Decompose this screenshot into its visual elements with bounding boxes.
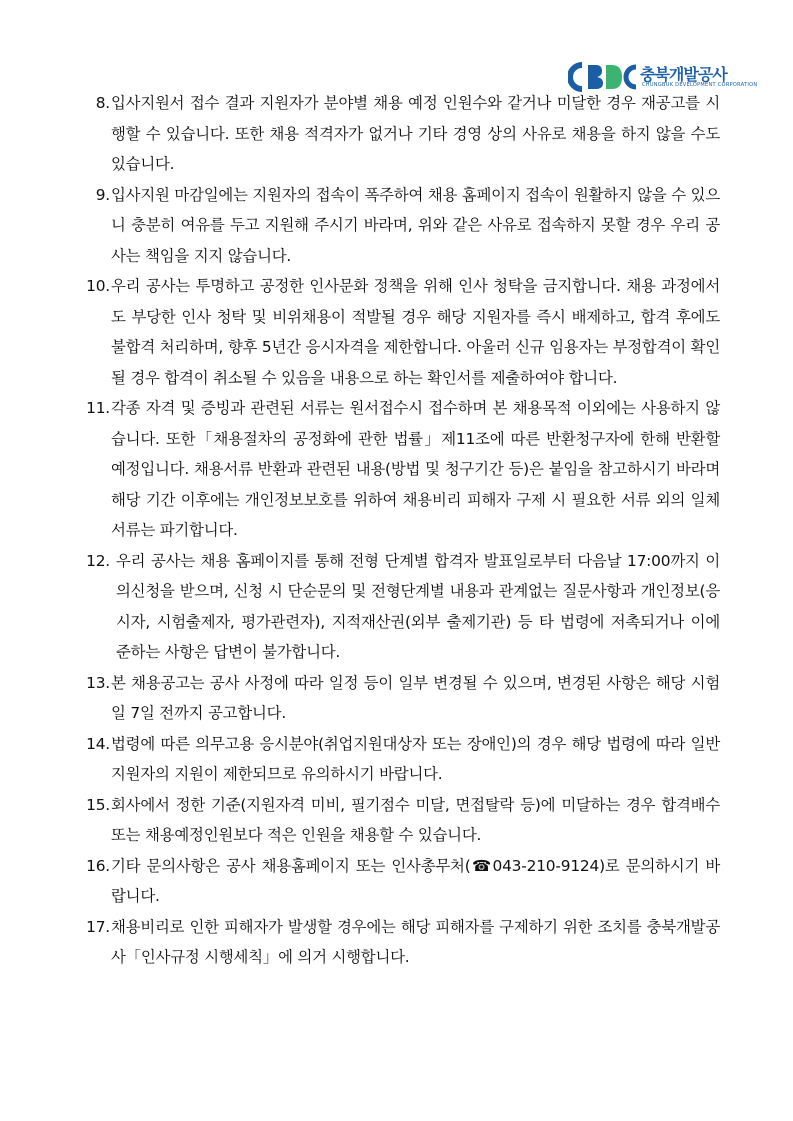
company-name: 충북개발공사 [640, 65, 727, 84]
notice-list [80, 88, 720, 973]
item-text: 본 채용공고는 공사 사정에 따라 일정 등이 일부 변경될 수 있으며, 변경된 사항은 해당 시험일 7일 전까지 공고합니다. [111, 673, 720, 722]
company-subtitle: CHUNGBUK DEVELOPMENT CORPORATION [642, 82, 758, 88]
item-text: 각종 자격 및 증빙과 관련된 서류는 원서접수시 접수하며 본 채용목적 이외에는 사용하지 않습니다. 또한「채용절차의 공정화에 관한 법률」제11조에 따른 반환청구자에 한해 반환할 예정입니다. 채용서류 반환과 관련된 내용(방법 및 청구기간 등)은 붙임을 참고하시기 바라며 해당 기간 이후에는 개인정보보호를 위하여 채용비리 피해자 구제 시 필요한 서류 외의 일체 서류는 파기합니다. [111, 399, 720, 539]
item-number: 10. [86, 277, 110, 295]
list-item [80, 851, 720, 912]
item-text: 회사에서 정한 기준(지원자격 미비, 필기점수 미달, 면접탈락 등)에 미달하는 경우 합격배수 또는 채용예정인원보다 적은 인원을 채용할 수 있습니다. [111, 795, 720, 844]
item-number: 8. [95, 94, 110, 112]
item-text: 입사지원서 접수 결과 지원자가 분야별 채용 예정 인원수와 같거나 미달한 경우 재공고를 시행할 수 있습니다. 또한 채용 적격자가 없거나 기타 경영 상의 사유로 채용을 하지 않을 수도 있습니다. [111, 94, 720, 173]
list-item [80, 180, 720, 272]
item-number: 16. [86, 856, 110, 875]
item-text: 기타 문의사항은 공사 채용홈페이지 또는 인사총무처(☎043-210-9124)로 문의하시기 바랍니다. [111, 856, 720, 905]
item-text: 입사지원 마감일에는 지원자의 접속이 폭주하여 채용 홈페이지 접속이 원활하지 않을 수 있으니 충분히 여유를 두고 지원해 주시기 바라며, 위와 같은 사유로 접속하지 못할 경우 우리 공사는 책임을 지지 않습니다. [111, 185, 720, 265]
item-number: 15. [86, 795, 110, 814]
item-number: 17. [86, 917, 110, 936]
list-item [80, 668, 720, 729]
item-text: 우리 공사는 투명하고 공정한 인사문화 정책을 위해 인사 청탁을 금지합니다. 채용 과정에서도 부당한 인사 청탁 및 비위채용이 적발될 경우 해당 지원자를 즉시 배제하고, 합격 후에도 불합격 처리하며, 향후 5년간 응시자격을 제한합니다. 아울러 신규 임용자는 부정합격이 확인될 경우 합격이 취소될 수 있음을 내용으로 하는 확인서를 제출하여야 합니다. [111, 277, 720, 387]
item-text: 우리 공사는 채용 홈페이지를 통해 전형 단계별 합격자 발표일로부터 다음날 17:00까지 이의신청을 받으며, 신청 시 단순문의 및 전형단계별 내용과 관계없는 질문사항과 개인정보(응시자, 시험출제자, 평가관련자), 지적재산권(외부 출제기관) 등 타 법령에 저촉되거나 이에 준하는 사항은 답변이 불가합니다. [116, 551, 720, 661]
list-item [80, 271, 720, 393]
item-text: 법령에 따른 의무고용 응시분야(취업지원대상자 또는 장애인)의 경우 해당 법령에 따라 일반 지원자의 지원이 제한되므로 유의하시기 바랍니다. [111, 734, 720, 783]
list-item [80, 790, 720, 851]
item-number: 14. [86, 734, 110, 753]
item-number: 13. [86, 673, 110, 692]
item-number: 11. [86, 399, 110, 417]
list-item [80, 729, 720, 790]
list-item [80, 912, 720, 973]
item-number: 12. [86, 551, 110, 570]
list-item [80, 546, 720, 668]
item-number: 9. [95, 185, 110, 204]
list-item [80, 88, 720, 180]
item-text: 채용비리로 인한 피해자가 발생할 경우에는 해당 피해자를 구제하기 위한 조치를 충북개발공사「인사규정 시행세칙」에 의거 시행합니다. [111, 917, 720, 966]
list-item [80, 393, 720, 546]
